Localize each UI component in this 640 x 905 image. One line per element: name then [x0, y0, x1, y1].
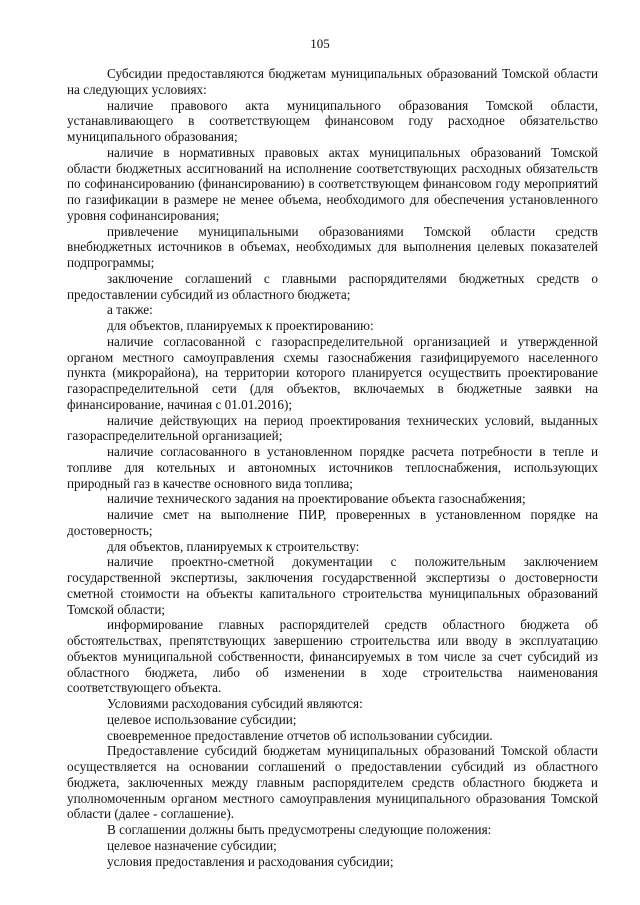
- paragraph-heat-fuel-calculation: наличие согласованного в установленном порядке расчета потребности в тепле и топливе для котельных и автономных источников теплоснабжения, использующих природный газ в качестве основного вида топлива;: [67, 444, 598, 491]
- paragraph-construction-objects-heading: для объектов, планируемых к строительству:: [107, 538, 360, 554]
- paragraph-also: а также:: [107, 302, 153, 318]
- paragraph-legal-act: наличие правового акта муниципального образования Томской области, устанавливающего в соответствующем финансовом году расходное обязательство муниципального образования;: [67, 97, 598, 144]
- paragraph-pir-estimates: наличие смет на выполнение ПИР, проверенных в установленном порядке на достоверность;: [67, 507, 598, 538]
- paragraph-technical-conditions: наличие действующих на период проектирования технических условий, выданных газораспределительной организацией;: [67, 412, 598, 444]
- paragraph-gas-supply-scheme: наличие согласованной с газораспределительной организацией и утвержденной органом местного самоуправления схемы газоснабжения газифицируемого населенного пункта (микрорайона), на территории которого планируется осуществить проектирование газораспределительной сети (для объектов, включаемых в бюджетные заявки на финансирование, начиная с 01.01.2016);: [67, 333, 598, 412]
- paragraph-provision-basis: Предоставление субсидий бюджетам муниципальных образований Томской области осуществляется на основании соглашений о предоставлении субсидий из областного бюджета, заключенных между главным распорядителем средств областного бюджета и уполномоченным органом местного самоуправления муниципального образования Томской области (далее - соглашение).: [67, 743, 598, 822]
- paragraph-informing-distributors: информирование главных распорядителей средств областного бюджета об обстоятельствах, препятствующих завершению строительства или вводу в эксплуатацию объектов муниципальной собственности, финансируемых в том числе за счет субсидий из областного бюджета, либо об изменении в ходе строительства наименования соответствующего объекта.: [67, 617, 598, 696]
- paragraph-budget-allocations: наличие в нормативных правовых актах муниципальных образований Томской области бюджетных ассигнований на исполнение соответствующих расходных обязательств по софинансированию (финансированию) в соответствующем финансовом году мероприятий по газификации в размере не менее объема, необходимого для обеспечения установленного уровня софинансирования;: [67, 144, 598, 223]
- paragraph-spending-conditions: Условиями расходования субсидий являются:: [107, 696, 363, 711]
- paragraph-agreements: заключение соглашений с главными распорядителями бюджетных средств о предоставлении субсидий из областного бюджета;: [67, 270, 598, 302]
- page-number: 105: [310, 36, 330, 51]
- document-body: [67, 66, 598, 869]
- paragraph-provision-conditions: условия предоставления и расходования субсидии;: [107, 853, 394, 869]
- paragraph-timely-reports: своевременное предоставление отчетов об использовании субсидии.: [107, 727, 493, 743]
- paragraph-design-objects-heading: для объектов, планируемых к проектированию:: [107, 318, 374, 333]
- paragraph-target-purpose: целевое назначение субсидии;: [107, 837, 277, 853]
- paragraph-targeted-use: целевое использование субсидии;: [107, 711, 297, 727]
- paragraph-agreement-provisions: В соглашении должны быть предусмотрены следующие положения:: [107, 822, 492, 837]
- paragraph-technical-assignment: наличие технического задания на проектирование объекта газоснабжения;: [107, 491, 526, 507]
- paragraph-extrabudgetary-funds: привлечение муниципальными образованиями Томской области средств внебюджетных источников в объемах, необходимых для выполнения целевых показателей подпрограммы;: [67, 223, 598, 270]
- paragraph-subsidies-intro: Субсидии предоставляются бюджетам муниципальных образований Томской области на следующих условиях:: [67, 66, 598, 97]
- paragraph-design-documentation: наличие проектно-сметной документации с положительным заключением государственной экспертизы, заключения государственной экспертизы о достоверности сметной стоимости на объекты капитального строительства муниципальных образований Томской области;: [67, 554, 598, 617]
